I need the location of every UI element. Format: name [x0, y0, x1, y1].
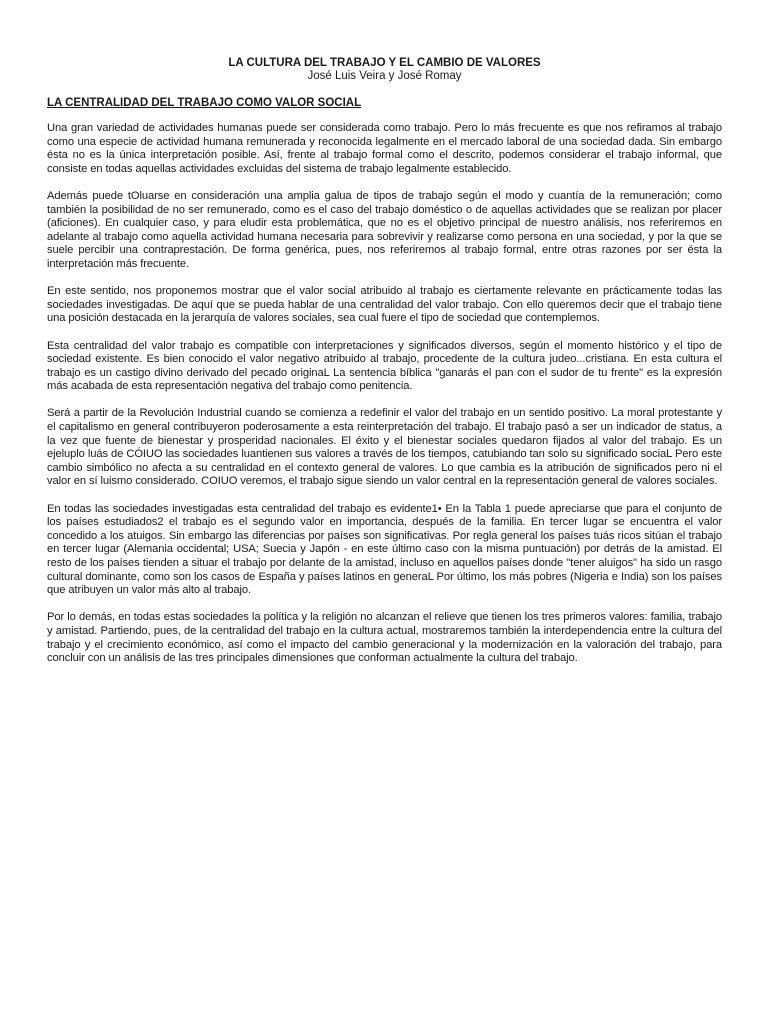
section-heading: LA CENTRALIDAD DEL TRABAJO COMO VALOR SOCIAL — [47, 97, 362, 109]
paragraph-3: En este sentido, nos proponemos mostrar que el valor social atribuido al trabajo es ciertamente relevante en prácticamente todas las sociedades investigadas. De aquí que se pueda hablar de una centralidad del valor trabajo. Con ello queremos decir que el trabajo tiene una posición destacada en la jerarquía de valores sociales, sea cual fuere el tipo de sociedad que contemplemos. — [47, 285, 722, 325]
document-page — [47, 57, 722, 679]
paragraph-4: Esta centralidad del valor trabajo es compatible con interpretaciones y significados diversos, según el momento histórico y el tipo de sociedad existente. Es bien conocido el valor negativo atribuido al trabajo, procedente de la cultura judeo...cristiana. En esta cultura el trabajo es un castigo divino derivado del pecado originaL La sentencia bíblica "ganarás el pan con el sudor de tu frente" es la expresión más acabada de esta representación negativa del trabajo como penitencia. — [47, 339, 722, 393]
paragraph-1: Una gran variedad de actividades humanas puede ser considerada como trabajo. Pero lo más frecuente es que nos refiramos al trabajo como una especie de actividad humana remunerada y reconocida legalmente en el mercado laboral de una sociedad dada. Sin embargo ésta no es la única interpretación posible. Así, frente al trabajo formal como el descrito, podemos considerar el trabajo informal, que consiste en todas aquellas actividades excluidas del sistema de trabajo legalmente establecido. — [47, 122, 722, 175]
paragraph-2: Además puede tOluarse en consideración una amplia galua de tipos de trabajo según el modo y cuantía de la remuneración; como también la posibilidad de no ser remunerado, como es el caso del trabajo doméstico o de aquellas actividades que se realizan por placer (aficiones). En cualquier caso, y para eludir esta problemática, que no es el objetivo principal de nuestro análisis, nos referiremos en adelante al trabajo como aquella actividad humana necesaria para sobrevivir y realizarse como persona en una sociedad, y por la que se suele percibir una contraprestación. De forma genérica, pues, nos referiremos al trabajo formal, entre otras razones por ser ésta la interpretación más frecuente. — [47, 189, 722, 270]
document-title: LA CULTURA DEL TRABAJO Y EL CAMBIO DE VALORES — [228, 57, 541, 69]
document-authors: José Luis Veira y José Romay — [307, 70, 462, 82]
paragraph-7: Por lo demás, en todas estas sociedades la política y la religión no alcanzan el relieve que tienen los tres primeros valores: familia, trabajo y amistad. Partiendo, pues, de la centralidad del trabajo en la cultura actual, mostraremos también la interdependencia entre la cultura del trabajo y el crecimiento económico, así como el impacto del cambio generacional y la modernización en la valoración del trabajo, para concluir con un análisis de las tres principales dimensiones que conforman actualmente la cultura del trabajo. — [47, 611, 722, 665]
paragraph-6: En todas las sociedades investigadas esta centralidad del trabajo es evidente1• En la Tabla 1 puede apreciarse que para el conjunto de los países estudiados2 el trabajo es el segundo valor en importancia, después de la familia. En tercer lugar se encuentra el valor concedido a los atuigos. Sin embargo las diferencias por países son significativas. Por regla general los países tuás ricos sitúan el trabajo en tercer lugar (Alemania occidental; USA; Suecia y Japón - en este último caso con la misma puntuación) por detrás de la amistad. El resto de los países tienden a situar el trabajo por delante de la amistad, incluso en aquellos países donde "tener aluigos" ha sido un rasgo cultural dominante, como son los casos de España y países latinos en generaL Por último, los más pobres (Nigeria e India) son los países que atribuyen un valor más alto al trabajo. — [47, 502, 722, 597]
paragraph-5: Será a partir de la Revolución Industrial cuando se comienza a redefinir el valor del trabajo en un sentido positivo. La moral protestante y el capitalismo en general contribuyeron poderosamente a esta reinterpretación del trabajo. El trabajo pasó a ser un indicador de status, a la vez que fuente de bienestar y prosperidad nacionales. El éxito y el bienestar sociales quedaron fijados al valor del trabajo. Es un ejeluplo luás de CÓIUO las sociedades luantienen sus valores a través de los tiempos, catubiando tan solo su significado sociaL Pero este cambio simbólico no afecta a su centralidad en el contexto general de valores. Lo que cambia es la atribución de significados pero ni el valor en sí luismo considerado. COIUO veremos, el trabajo sigue siendo un valor central en la representación general de valores sociales. — [47, 407, 722, 488]
